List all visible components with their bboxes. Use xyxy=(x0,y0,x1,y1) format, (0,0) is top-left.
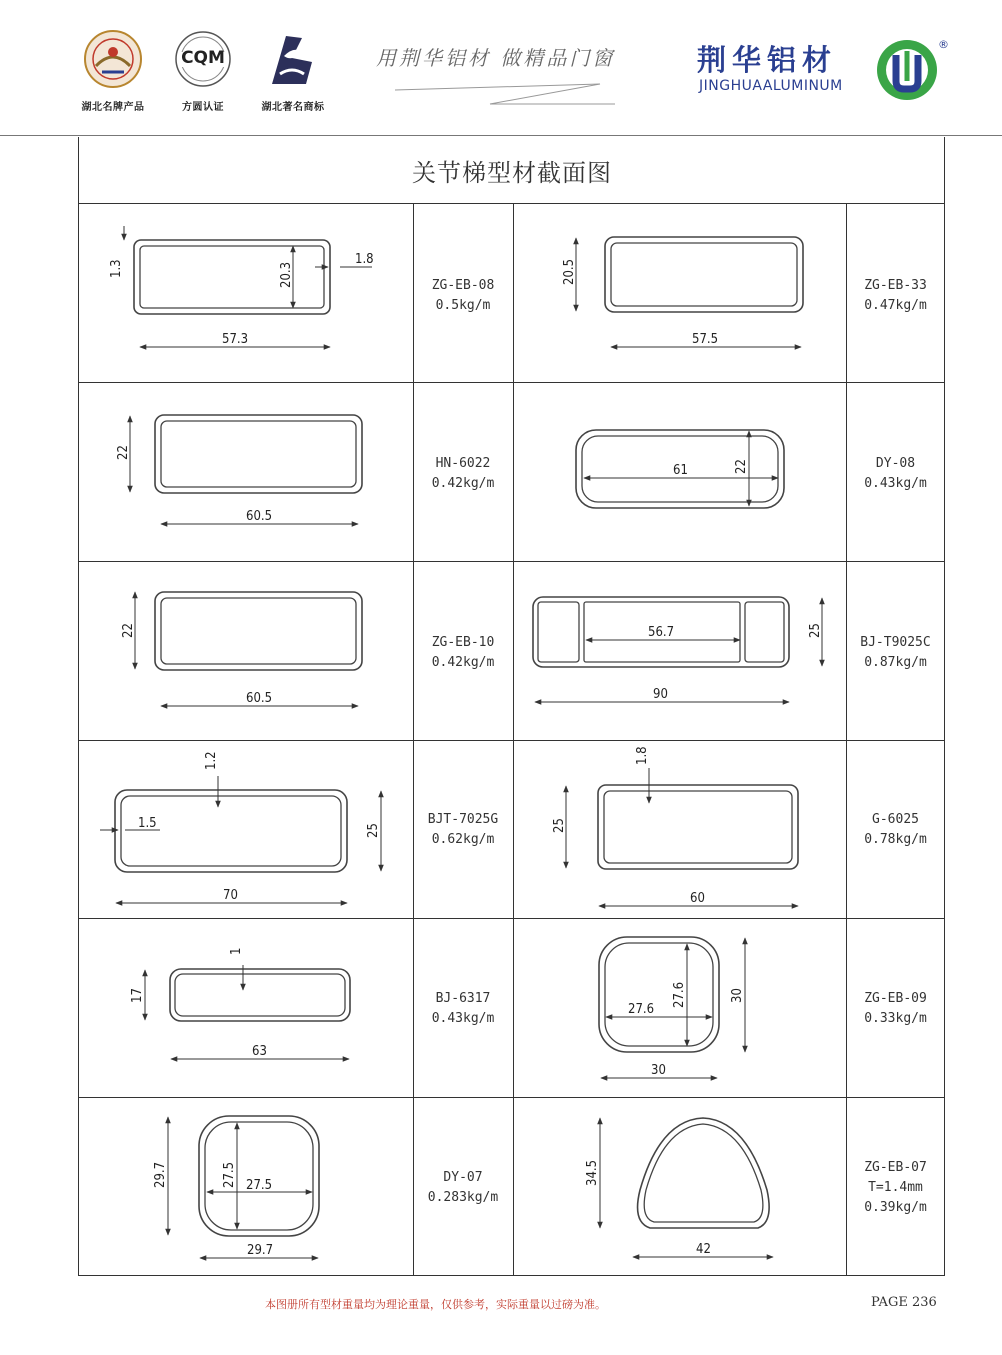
profile-code: ZG-EB-07 xyxy=(864,1160,927,1175)
profile-weight: 0.78kg/m xyxy=(864,832,927,847)
dim-label: 60.5 xyxy=(246,509,273,524)
dim-label: 1.8 xyxy=(635,746,650,765)
profile-code: BJ-6317 xyxy=(435,991,491,1006)
profile-weight: 0.62kg/m xyxy=(431,832,495,847)
dim-label: 22 xyxy=(734,459,749,474)
dim-label: 22 xyxy=(121,623,136,638)
slogan: 用荆华铝材 做精品门窗 xyxy=(376,46,616,70)
profile-weight: 0.283kg/m xyxy=(427,1190,499,1205)
dim-label: 1.3 xyxy=(109,259,124,278)
profile-weight: 0.5kg/m xyxy=(435,298,491,313)
profile-shape-zg-eb-33 xyxy=(605,237,803,312)
dim-label: 1.8 xyxy=(355,252,374,267)
dim-label: 42 xyxy=(696,1242,711,1257)
profile-weight: 0.47kg/m xyxy=(864,298,927,313)
dim-label: 57.5 xyxy=(692,332,719,347)
profile-thickness: T=1.4mm xyxy=(868,1180,923,1195)
dim-label: 70 xyxy=(223,888,238,903)
profile-weight: 0.42kg/m xyxy=(431,476,495,491)
profile-weight: 0.43kg/m xyxy=(431,1011,495,1026)
brand-name-en: JINGHUAALUMINUM xyxy=(699,78,843,94)
dim-label: 25 xyxy=(552,818,567,833)
profile-code: HN-6022 xyxy=(435,456,491,471)
dim-label: 20.5 xyxy=(562,258,577,285)
profile-shape-g-6025 xyxy=(598,785,798,869)
dim-label: 25 xyxy=(366,823,381,838)
dim-label: 90 xyxy=(653,687,668,702)
profile-code: ZG-EB-33 xyxy=(864,278,927,293)
registered-mark: ® xyxy=(938,38,949,51)
profile-weight: 0.87kg/m xyxy=(864,655,927,670)
profile-shape-zg-eb-08 xyxy=(134,240,330,314)
dim-label: 27.6 xyxy=(628,1002,655,1017)
profile-code: DY-07 xyxy=(443,1170,483,1185)
profile-shape-zg-eb-07 xyxy=(638,1118,770,1228)
dim-label: 25 xyxy=(808,623,823,638)
profile-shape-dy-07 xyxy=(199,1116,319,1236)
page-title: 关节梯型材截面图 xyxy=(412,159,612,187)
cert-caption: 湖北名牌产品 xyxy=(81,102,145,113)
cqm-logo-text: CQM xyxy=(181,48,225,68)
dim-label: 57.3 xyxy=(222,332,249,347)
dim-label: 60.5 xyxy=(246,691,273,706)
dim-label: 1.5 xyxy=(138,816,157,831)
cert-caption: 方圆认证 xyxy=(182,102,224,113)
dim-label: 56.7 xyxy=(648,625,675,640)
profile-shape-zg-eb-09 xyxy=(599,937,719,1052)
profile-code: G-6025 xyxy=(872,812,919,827)
profile-code: ZG-EB-09 xyxy=(864,991,927,1006)
profile-shape-hn-6022 xyxy=(155,415,362,493)
dim-label: 60 xyxy=(690,891,705,906)
dim-label: 27.5 xyxy=(246,1178,273,1193)
profile-weight: 0.43kg/m xyxy=(864,476,927,491)
profile-weight: 0.42kg/m xyxy=(431,655,495,670)
dim-label: 17 xyxy=(130,988,145,1003)
cert-caption: 湖北著名商标 xyxy=(261,102,325,113)
dim-label: 34.5 xyxy=(585,1159,600,1186)
profile-shape-bj-6317 xyxy=(170,969,350,1021)
dim-label: 29.7 xyxy=(153,1161,168,1188)
profile-code: BJT-7025G xyxy=(427,812,499,827)
profile-code: ZG-EB-08 xyxy=(431,278,495,293)
profile-weight: 0.33kg/m xyxy=(864,1011,927,1026)
dim-label: 27.6 xyxy=(672,981,687,1008)
profile-shape-zg-eb-10 xyxy=(155,592,362,670)
profile-shape-bjt-7025g xyxy=(115,790,347,872)
dim-label: 30 xyxy=(730,988,745,1003)
footer-note: 本图册所有型材重量均为理论重量，仅供参考，实际重量以过磅为准。 xyxy=(265,1298,606,1311)
profile-code: BJ-T9025C xyxy=(860,635,931,650)
dim-label: 27.5 xyxy=(222,1161,237,1188)
dim-label: 63 xyxy=(252,1044,267,1059)
page-number: PAGE 236 xyxy=(871,1295,937,1310)
profile-code: ZG-EB-10 xyxy=(431,635,495,650)
dim-label: 22 xyxy=(116,445,131,460)
dim-label: 1.2 xyxy=(204,751,219,770)
profile-weight: 0.39kg/m xyxy=(864,1200,927,1215)
brand-name-cn: 荆华铝材 xyxy=(697,43,838,77)
dim-label: 61 xyxy=(673,463,688,478)
dim-label: 30 xyxy=(651,1063,666,1078)
profile-code: DY-08 xyxy=(875,456,916,471)
dim-label: 20.3 xyxy=(279,261,294,288)
dim-label: 29.7 xyxy=(247,1243,274,1258)
dim-label: 1 xyxy=(229,947,244,955)
